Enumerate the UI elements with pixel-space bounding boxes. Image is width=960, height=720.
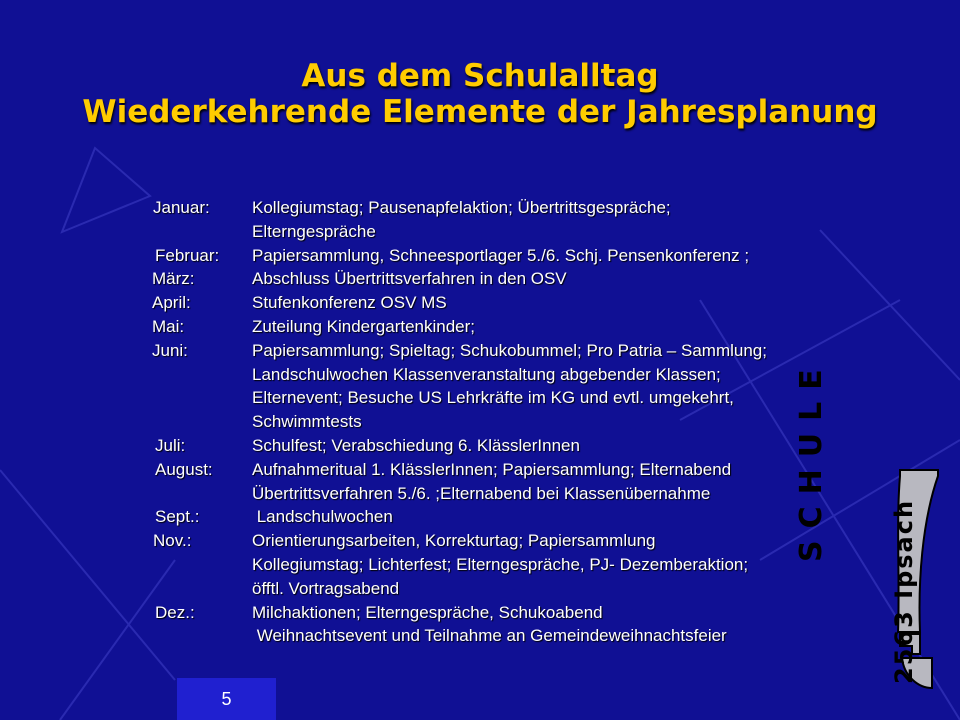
slide-title <box>0 58 960 130</box>
schedule-entry-april <box>0 291 960 315</box>
month-label: März: <box>152 269 195 289</box>
description-line: Landschulwochen Klassenveranstaltung abgebender Klassen; <box>252 364 721 384</box>
entry-description <box>252 267 902 291</box>
entry-description <box>252 601 902 649</box>
month-label: Juli: <box>155 435 186 455</box>
description-line: Zuteilung Kindergartenkinder; <box>252 316 476 336</box>
description-line: Papiersammlung, Schneesportlager 5./6. Schj. Pensenkonferenz ; <box>252 245 750 265</box>
description-line: Elterngespräche <box>252 221 376 241</box>
description-line: Landschulwochen <box>252 507 393 527</box>
entry-description <box>252 244 902 268</box>
description-line: Stufenkonferenz OSV MS <box>252 293 447 313</box>
description-line: Milchaktionen; Elterngespräche, Schukoabend <box>252 602 603 622</box>
entry-description <box>252 291 902 315</box>
schedule-entry-februar <box>0 244 960 268</box>
description-line: Kollegiumstag; Pausenapfelaktion; Übertrittsgespräche; <box>252 198 671 217</box>
month-label: April: <box>152 293 191 313</box>
page-number: 5 <box>177 678 276 720</box>
logo-word-schule: SCHULE <box>794 357 829 562</box>
description-line: Weihnachtsevent und Teilnahme an Gemeindeweihnachtsfeier <box>252 626 727 646</box>
description-line: Übertrittsverfahren 5./6. ;Elternabend bei Klassenübernahme <box>252 483 711 503</box>
schedule-entry-mai <box>0 315 960 339</box>
month-label: Januar: <box>153 198 210 217</box>
description-line: Papiersammlung; Spieltag; Schukobummel; Pro Patria – Sammlung; <box>252 340 767 360</box>
entry-description <box>252 196 902 244</box>
title-line-1: Aus dem Schulalltag <box>301 58 659 94</box>
month-label: Sept.: <box>155 507 200 527</box>
title-line-2: Wiederkehrende Elemente der Jahresplanung <box>82 94 878 130</box>
logo-place-line: 2563 Ipsach <box>890 498 918 684</box>
month-label: Nov.: <box>153 531 192 551</box>
month-label: Dez.: <box>155 602 195 622</box>
schedule-entry-januar <box>0 196 960 244</box>
month-label: Mai: <box>152 316 185 336</box>
month-label: August: <box>155 459 213 479</box>
schedule-entry-dez <box>0 601 960 649</box>
description-line: öfftl. Vortragsabend <box>252 578 400 598</box>
description-line: Schulfest; Verabschiedung 6. KlässlerInnen <box>252 435 580 455</box>
description-line: Aufnahmeritual 1. KlässlerInnen; Papiersammlung; Elternabend <box>252 459 732 479</box>
schedule-entry-maerz <box>0 267 960 291</box>
description-line: Orientierungsarbeiten, Korrekturtag; Papiersammlung <box>252 531 656 551</box>
month-label: Juni: <box>152 340 188 360</box>
logo-graphic <box>822 462 942 692</box>
description-line: Elternevent; Besuche US Lehrkräfte im KG und evtl. umgekehrt, <box>252 388 734 408</box>
month-label: Februar: <box>155 245 220 265</box>
school-logo <box>794 357 942 692</box>
description-line: Abschluss Übertrittsverfahren in den OSV <box>252 269 567 289</box>
entry-description <box>252 315 902 339</box>
description-line: Schwimmtests <box>252 412 362 432</box>
description-line: Kollegiumstag; Lichterfest; Elterngespräche, PJ- Dezemberaktion; <box>252 554 749 574</box>
